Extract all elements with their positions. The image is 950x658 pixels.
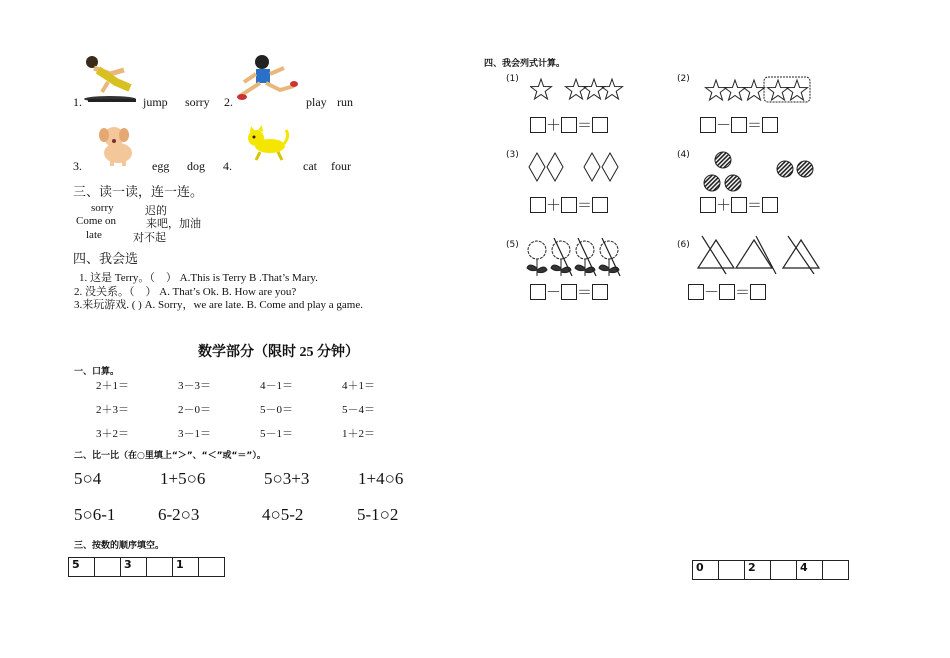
- compare-r2c3: 4○5-2: [262, 505, 304, 524]
- stars-picture-2: [704, 76, 812, 104]
- answer-box[interactable]: [530, 284, 546, 300]
- q1-word-2: sorry: [185, 95, 210, 109]
- oral-r3c2: 3－1＝: [178, 428, 211, 440]
- answer-box[interactable]: [719, 284, 735, 300]
- choice-1: 1. 这是 Terry。（ ） A.This is Terry B .That’s Mary.: [79, 272, 318, 284]
- answer-box[interactable]: [731, 117, 747, 133]
- oral-r1c3: 4－1＝: [260, 380, 293, 392]
- answer-box[interactable]: [762, 197, 778, 213]
- equation-1: ＋ ＝: [530, 114, 608, 135]
- q1-number: 1.: [73, 95, 82, 109]
- crossed-triangles-picture: [696, 234, 826, 276]
- seq1-cell: 1: [173, 558, 199, 577]
- seq1-cell: 5: [69, 558, 95, 577]
- striped-balls-picture: [698, 150, 818, 195]
- compare-r1c1: 5○4: [74, 469, 102, 488]
- q2-number: 2.: [224, 95, 233, 109]
- answer-box[interactable]: [750, 284, 766, 300]
- q1-underline: [88, 99, 136, 102]
- match-left-3: late: [86, 229, 102, 241]
- answer-box[interactable]: [561, 197, 577, 213]
- section3-title: 三、读一读，连一连。: [73, 184, 204, 199]
- sequence-section-title: 三、按数的顺序填空。: [74, 541, 165, 551]
- diamonds-picture: [528, 152, 623, 182]
- q2-word-1: play: [306, 95, 327, 109]
- oral-r3c3: 5－1＝: [260, 428, 293, 440]
- q4-number: 4.: [223, 159, 232, 173]
- match-left-1: sorry: [91, 202, 114, 214]
- match-right-2: 来吧，加油: [146, 218, 201, 230]
- sequence-table-1: [68, 557, 225, 577]
- q4-word-1: cat: [303, 159, 317, 173]
- oral-r1c2: 3－3＝: [178, 380, 211, 392]
- answer-box[interactable]: [561, 284, 577, 300]
- problem-5-label: (5): [506, 240, 519, 250]
- answer-box[interactable]: [530, 197, 546, 213]
- equation-6: － ＝: [688, 281, 766, 302]
- equation-2: － ＝: [700, 114, 778, 135]
- choice-3: 3.来玩游戏. ( ) A. Sorry，we are late. B. Come and play a game.: [74, 299, 363, 311]
- answer-box[interactable]: [700, 117, 716, 133]
- math-title: 数学部分（限时 25 分钟）: [198, 345, 359, 360]
- q2-word-2: run: [337, 95, 353, 109]
- sequence-table-2: [692, 560, 849, 580]
- section4-title: 四、我会选: [73, 251, 139, 266]
- oral-r3c4: 1＋2＝: [342, 428, 375, 440]
- seq2-cell: 0: [693, 561, 719, 580]
- equation-5: － ＝: [530, 281, 608, 302]
- puppy-picture: [92, 123, 142, 167]
- problem-4-label: (4): [677, 150, 690, 160]
- oral-r2c2: 2－0＝: [178, 404, 211, 416]
- calc-section-title: 四、我会列式计算。: [484, 59, 566, 69]
- compare-r2c2: 6-2○3: [158, 505, 200, 524]
- oral-r2c1: 2＋3＝: [96, 404, 129, 416]
- answer-box[interactable]: [731, 197, 747, 213]
- answer-box[interactable]: [762, 117, 778, 133]
- seq1-cell[interactable]: [199, 558, 225, 577]
- stars-picture-1: [530, 78, 625, 102]
- q1-word-1: jump: [143, 95, 168, 109]
- seq2-cell[interactable]: [771, 561, 797, 580]
- seq2-cell[interactable]: [719, 561, 745, 580]
- answer-box[interactable]: [592, 117, 608, 133]
- q4-word-2: four: [331, 159, 351, 173]
- oral-r2c4: 5－4＝: [342, 404, 375, 416]
- cat-picture: [242, 124, 292, 162]
- compare-r1c2: 1+5○6: [160, 469, 206, 488]
- equation-4: ＋ ＝: [700, 194, 778, 215]
- seq1-cell[interactable]: [95, 558, 121, 577]
- oral-r1c4: 4＋1＝: [342, 380, 375, 392]
- answer-box[interactable]: [561, 117, 577, 133]
- seq1-cell[interactable]: [147, 558, 173, 577]
- problem-2-label: (2): [677, 74, 690, 84]
- flowers-picture: [524, 236, 628, 280]
- oral-r2c3: 5－0＝: [260, 404, 293, 416]
- oral-r3c1: 3＋2＝: [96, 428, 129, 440]
- q3-word-1: egg: [152, 159, 170, 173]
- compare-r2c4: 5-1○2: [357, 505, 399, 524]
- seq1-cell: 3: [121, 558, 147, 577]
- seq2-cell: 2: [745, 561, 771, 580]
- compare-r1c4: 1+4○6: [358, 469, 404, 488]
- oral-r1c1: 2＋1＝: [96, 380, 129, 392]
- q3-word-2: dog: [187, 159, 205, 173]
- match-left-2: Come on: [76, 215, 117, 227]
- problem-6-label: (6): [677, 240, 690, 250]
- compare-section-title: 二、比一比（在○里填上“＞”、“＜”或“＝”）。: [74, 451, 266, 461]
- answer-box[interactable]: [530, 117, 546, 133]
- problem-3-label: (3): [506, 150, 519, 160]
- compare-r1c3: 5○3+3: [264, 469, 310, 488]
- jumping-kid-picture: [80, 52, 138, 104]
- match-right-3: 对不起: [133, 232, 166, 244]
- answer-box[interactable]: [592, 197, 608, 213]
- q3-number: 3.: [73, 159, 82, 173]
- running-kid-picture: [236, 52, 298, 102]
- seq2-cell: 4: [797, 561, 823, 580]
- compare-r2c1: 5○6-1: [74, 505, 116, 524]
- answer-box[interactable]: [592, 284, 608, 300]
- answer-box[interactable]: [700, 197, 716, 213]
- problem-1-label: (1): [506, 74, 519, 84]
- seq2-cell[interactable]: [823, 561, 849, 580]
- answer-box[interactable]: [688, 284, 704, 300]
- choice-2: 2. 没关系。（ ） A. That’s Ok. B. How are you?: [74, 286, 297, 298]
- match-right-1: 迟的: [145, 205, 167, 217]
- equation-3: ＋ ＝: [530, 194, 608, 215]
- oral-section-title: 一、口算。: [74, 367, 120, 377]
